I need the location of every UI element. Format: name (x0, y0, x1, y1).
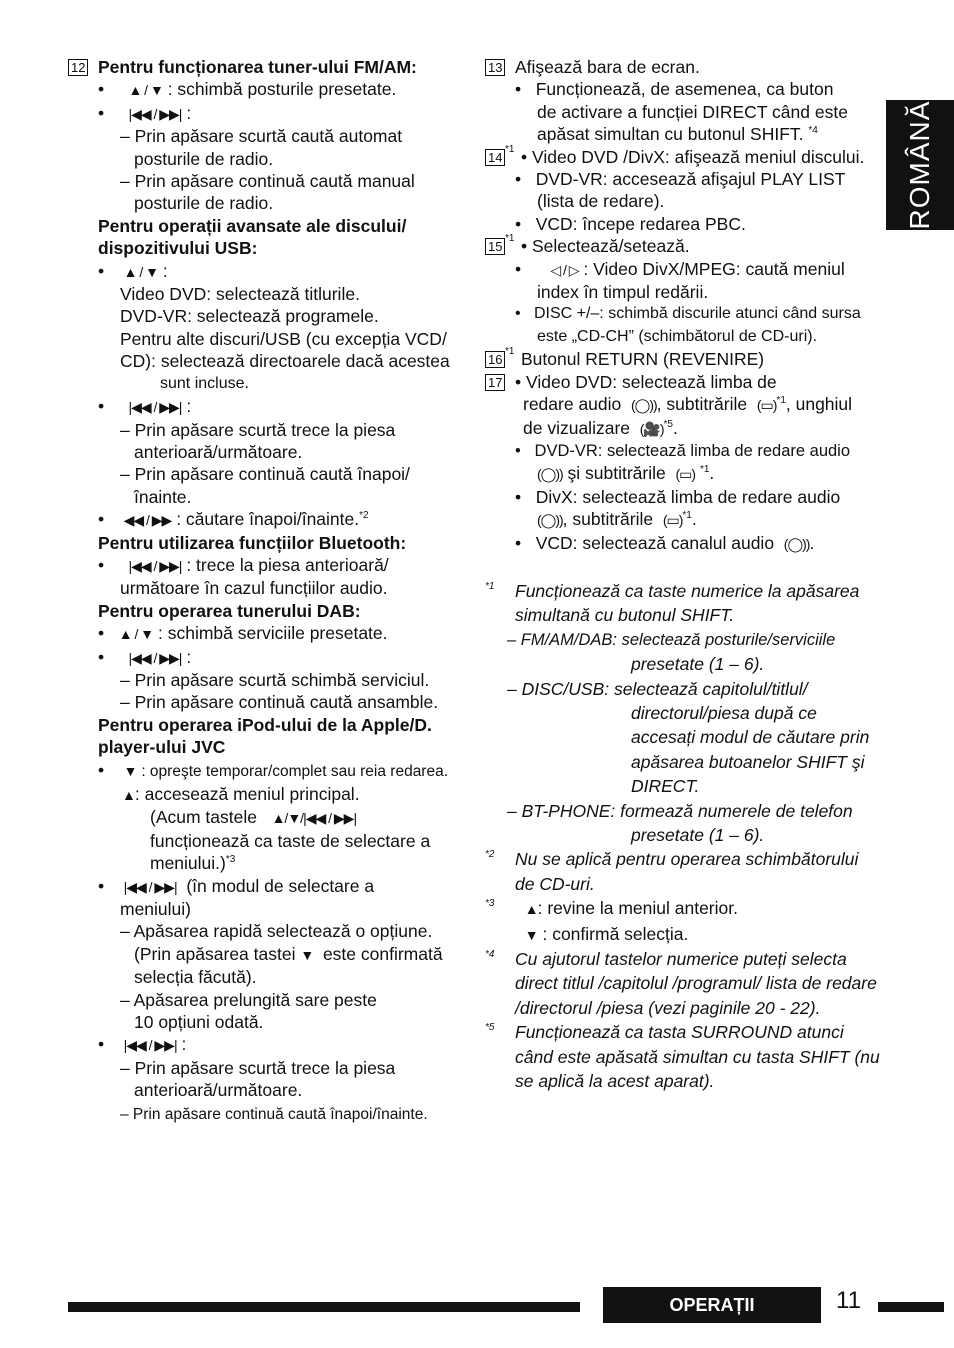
up-down-icon: ▲ / ▼ (118, 626, 154, 643)
text-line: CD): selectează directoarele dacă acestea (120, 351, 450, 372)
text-line: (◯)) şi subtitrările (▭) $^{*1}$. (485, 462, 880, 485)
list-item: • DivX: selectează limba de redare audio (515, 486, 841, 507)
text-line: simultană cu butonul SHIFT. (515, 605, 735, 626)
text-line: – Prin apăsare continuă caută înapoi/ (120, 464, 410, 485)
list-item: • VCD: selectează canalul audio (◯)). (485, 532, 880, 555)
text-line: apăsarea butoanelor SHIFT şi (631, 751, 865, 772)
item-number: 12 (68, 59, 88, 76)
item-17: 17 • Video DVD: selectează limba de (485, 371, 880, 393)
text-line: 10 opțiuni odată. (134, 1012, 264, 1033)
item-12 (68, 56, 448, 78)
page-number: 11 (836, 1287, 861, 1314)
text-line: – Prin apăsare scurtă trece la piesa (120, 1057, 396, 1078)
list-item: • |◀◀ / ▶▶| : trece la piesa anterioară/ (68, 554, 448, 577)
bt-title: Pentru utilizarea funcțiilor Bluetooth: (98, 532, 407, 553)
text-line: – DISC/USB: selectează capitolul/titlul/ (507, 678, 808, 699)
text-line: – Prin apăsare continuă caută înapoi/înainte. (120, 1105, 428, 1123)
dab-title: Pentru operarea tunerului DAB: (98, 600, 361, 621)
list-item: • |◀◀ / ▶▶| : (68, 102, 448, 125)
list-item: • DVD-VR: accesează afişajul PLAY LIST (515, 169, 846, 190)
ipod-title: Pentru operarea iPod-ului de la Apple/D. (98, 714, 432, 735)
up-icon: ▲ (122, 787, 135, 803)
list-item: • |◀◀ / ▶▶| : (68, 395, 448, 418)
text-line: se aplică la acest aparat). (515, 1071, 715, 1092)
list-item: • ▲ / ▼ : (68, 260, 448, 283)
text-line: – Prin apăsare scurtă schimbă serviciul. (120, 669, 430, 690)
item-16: 16 *1 Butonul RETURN (REVENIRE) (485, 348, 880, 370)
down-icon: ▼ (524, 926, 538, 943)
text-line: ▼ : confirmă selecția. (485, 923, 880, 946)
up-down-icon: ▲ / ▼ (128, 82, 163, 99)
footnote-2: *2 Nu se aplică pentru operarea schimbătorului (485, 849, 859, 870)
audio-icon: (◯)) (783, 535, 810, 552)
item-number: 15 (485, 238, 505, 255)
ipod-title: player-ului JVC (98, 737, 226, 758)
angle-icon: (🎥) (639, 420, 664, 437)
text-line: directorul/piesa după ce (631, 702, 817, 723)
footnote-5: *5 Funcționează ca tasta SURROUND atunci (485, 1022, 844, 1043)
text-line: accesați modul de căutare prin (631, 727, 870, 748)
subtitle-icon: (▭) (756, 397, 777, 414)
item-13: 13 Afişează bara de ecran. (485, 56, 880, 78)
text-line: (Acum tastele ▲/▼/|◀◀ / ▶▶| (68, 806, 448, 829)
text-line: anterioară/următoare. (134, 441, 303, 462)
audio-icon: (◯)) (537, 466, 563, 483)
item-15: 15 *1 • Selectează/setează. (485, 235, 880, 257)
text-line: redare audio (◯)), subtitrările (▭)$^{*1}$, unghiul (485, 393, 880, 416)
footer-rule-right (878, 1302, 944, 1312)
left-column (68, 56, 448, 1126)
up-icon: ▲ (524, 901, 538, 918)
language-label: ROMÂNĂ (903, 100, 935, 230)
text-line: (Prin apăsarea tastei ▼ este confirmată (68, 943, 448, 966)
prev-next-icon: |◀◀ / ▶▶| (128, 105, 182, 122)
item-number: 17 (485, 374, 505, 391)
text-line: (lista de redare). (537, 191, 665, 212)
text-line: – Prin apăsare scurtă caută automat (120, 126, 403, 147)
text-line: ▲: accesează meniul principal. (68, 783, 448, 806)
list-item: • VCD: începe redarea PBC. (515, 213, 746, 234)
list-item: • ▲ / ▼ : schimbă serviciile presetate. (68, 622, 448, 645)
text-line: index în timpul redării. (537, 282, 709, 303)
text-line: – Prin apăsare continuă caută ansamble. (120, 692, 439, 713)
text-line: apăsat simultan cu butonul SHIFT. $^{*4}$ (537, 124, 818, 145)
text-line: /directorul /piesa (vezi paginile 20 - 22). (515, 997, 821, 1018)
disc-title: Pentru operații avansate ale discului/ (98, 215, 407, 236)
prev-next-icon: |◀◀ / ▶▶| (128, 557, 182, 574)
footnote-3: *3 ▲: revine la meniul anterior. (485, 897, 880, 920)
text-line: presetate (1 – 6). (631, 654, 765, 675)
text-line: următoare în cazul funcțiilor audio. (120, 578, 388, 599)
text-line: meniului) (120, 899, 191, 920)
audio-icon: (◯)) (631, 397, 657, 414)
footer-rule-left (68, 1302, 580, 1312)
text-line: înainte. (134, 486, 192, 507)
prev-next-icon: |◀◀ / ▶▶| (123, 878, 177, 895)
list-item: • DISC +/–: schimbă discurile atunci când sursa (515, 305, 861, 323)
footnote-4: *4 Cu ajutorul tastelor numerice puteți selecta (485, 949, 847, 970)
prev-next-icon: |◀◀ / ▶▶| (128, 399, 182, 416)
text-line: DVD-VR: selectează programele. (120, 306, 379, 327)
list-item: • ◀◀ / ▶▶ : căutare înapoi/înainte.$^{*2}$ (68, 508, 448, 531)
footnote-1: *1 Funcționează ca taste numerice la apăsarea (485, 580, 860, 601)
audio-icon: (◯)) (537, 512, 563, 529)
text-line: sunt incluse. (160, 374, 249, 392)
down-icon: ▼ (300, 946, 314, 963)
up-down-icon: ▲ / ▼ (123, 263, 158, 280)
text-line: Video DVD: selectează titlurile. (120, 284, 360, 305)
text-line: posturile de radio. (134, 193, 274, 214)
text-line: este „CD-CH” (schimbătorul de CD-uri). (537, 327, 818, 345)
text-line: presetate (1 – 6). (631, 825, 765, 845)
text-line: – BT-PHONE: formează numerele de telefon (507, 800, 853, 821)
text-line: funcționează ca taste de selectare a (150, 830, 431, 851)
item-number: 16 (485, 351, 505, 368)
list-item: • |◀◀ / ▶▶| : (68, 1033, 448, 1056)
text-line: de CD-uri. (515, 873, 595, 894)
list-item: • DVD-VR: selectează limba de redare audio (515, 441, 851, 460)
disc-title: dispozitivului USB: (98, 238, 258, 259)
text-line: direct titlul /capitolul /programul/ lista de redare (515, 973, 877, 994)
list-item: • Funcționează, de asemenea, ca buton (515, 79, 834, 100)
prev-next-icon: |◀◀ / ▶▶| (123, 1037, 177, 1054)
subtitle-icon: (▭) (675, 466, 696, 483)
text-line: – Apăsarea rapidă selectează o opțiune. (120, 921, 433, 942)
fm-title: Pentru funcționarea tuner-ului FM/AM: (98, 57, 417, 77)
text-line: – FM/AM/DAB: selectează posturile/serviciile (507, 630, 836, 649)
subtitle-icon: (▭) (662, 512, 683, 529)
text-line: de vizualizare (🎥)$^{*5}$. (485, 417, 880, 440)
right-column (485, 56, 880, 1092)
left-right-icon: ◁ / ▷ (550, 261, 579, 278)
section-label: OPERAȚII (603, 1287, 821, 1323)
language-tab (886, 100, 954, 230)
nav-keys-icon: ▲/▼/|◀◀ / ▶▶| (271, 810, 357, 827)
text-line: DIRECT. (631, 776, 700, 797)
text-line: meniului.)$^{*3}$ (150, 853, 236, 874)
text-line: de activare a funcției DIRECT când este (537, 101, 848, 122)
text-line: – Apăsarea prelungită sare peste (120, 989, 377, 1010)
text-line: – Prin apăsare continuă caută manual (120, 171, 415, 192)
list-item: • |◀◀ / ▶▶| (în modul de selectare a (68, 875, 448, 898)
text-line: (◯)), subtitrările (▭)$^{*1}$. (485, 508, 880, 531)
text-line: selecția făcută). (134, 967, 257, 988)
rewind-forward-icon: ◀◀ / ▶▶ (123, 512, 172, 529)
text-line: anterioară/următoare. (134, 1080, 303, 1101)
list-item: • ◁ / ▷ : Video DivX/MPEG: caută meniul (485, 258, 880, 281)
list-item: • ▲ / ▼ : schimbă posturile presetate. (68, 78, 448, 101)
down-icon: ▼ (123, 762, 137, 779)
text-line: Pentru alte discuri/USB (cu excepția VCD/ (120, 328, 447, 349)
text-line: – Prin apăsare scurtă trece la piesa (120, 419, 396, 440)
text-line: posturile de radio. (134, 148, 274, 169)
list-item: • |◀◀ / ▶▶| : (68, 646, 448, 669)
list-item: • ▼ : opreşte temporar/complet sau reia redarea. (68, 759, 448, 783)
item-number: 14 (485, 149, 505, 166)
text-line: când este apăsată simultan cu tasta SHIFT (nu (515, 1046, 880, 1067)
prev-next-icon: |◀◀ / ▶▶| (128, 649, 182, 666)
item-14: 14 *1 • Video DVD /DivX: afişează meniul discului. (485, 146, 880, 168)
item-number: 13 (485, 59, 505, 76)
